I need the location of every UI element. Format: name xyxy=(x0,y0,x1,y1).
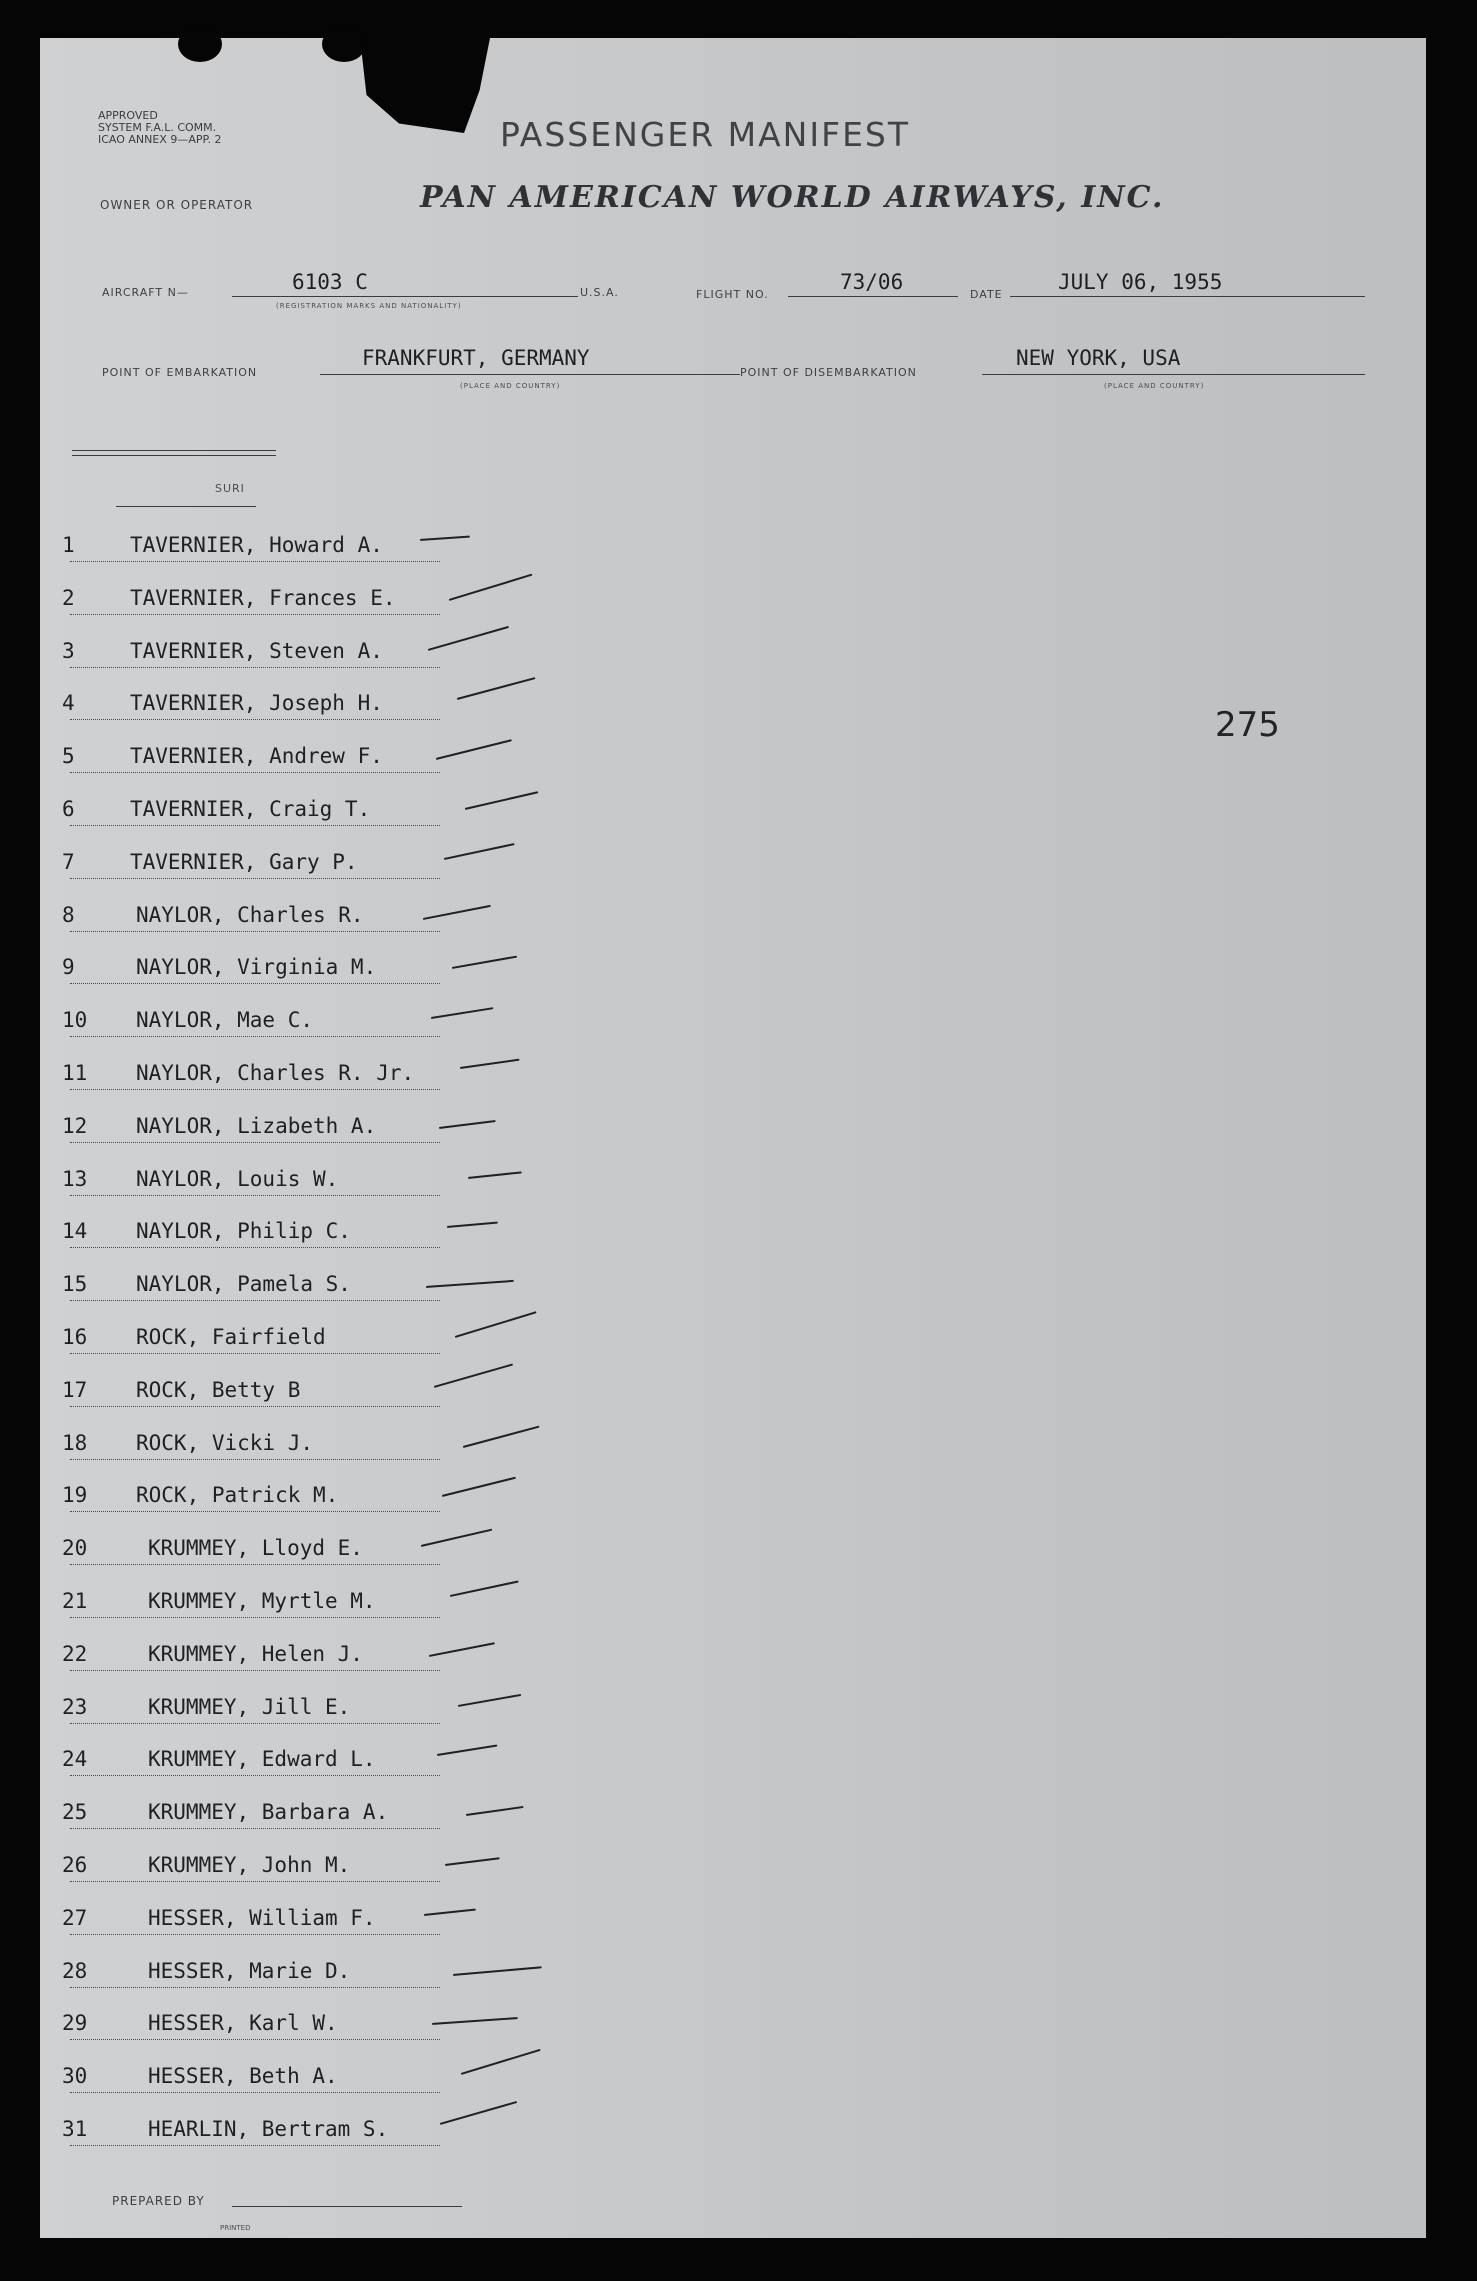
list-item xyxy=(60,1845,480,1887)
list-item xyxy=(60,1423,480,1465)
row-underline xyxy=(70,1564,440,1565)
list-item xyxy=(60,789,480,831)
list-item xyxy=(60,1000,480,1042)
disembarkation-note: (PLACE AND COUNTRY) xyxy=(1104,382,1205,390)
list-item xyxy=(60,2109,480,2151)
list-item xyxy=(60,1898,480,1940)
disembarkation-value: NEW YORK, USA xyxy=(1016,346,1181,370)
list-item xyxy=(60,2003,480,2045)
passenger-name: NAYLOR, Louis W. xyxy=(136,1166,339,1191)
passenger-number: 22 xyxy=(62,1641,88,1666)
row-underline xyxy=(70,772,440,773)
passenger-name: KRUMMEY, Helen J. xyxy=(148,1641,363,1666)
row-underline xyxy=(70,1459,440,1460)
row-underline xyxy=(70,825,440,826)
passenger-name: TAVERNIER, Frances E. xyxy=(130,585,396,610)
row-underline xyxy=(70,931,440,932)
passenger-number: 31 xyxy=(62,2117,88,2141)
passenger-name: ROCK, Betty B xyxy=(136,1377,301,1402)
printed-mark: PRINTED xyxy=(220,2224,251,2232)
approval-line-1: APPROVED xyxy=(98,109,158,122)
row-underline xyxy=(70,1723,440,1724)
check-mark xyxy=(420,536,470,541)
date-label: DATE xyxy=(970,288,1003,301)
list-item xyxy=(60,1370,480,1412)
passenger-number: 13 xyxy=(62,1166,88,1191)
row-underline xyxy=(70,1353,440,1354)
passenger-name: KRUMMEY, Myrtle M. xyxy=(148,1589,376,1613)
passenger-number: 12 xyxy=(62,1113,88,1138)
passenger-number: 14 xyxy=(62,1219,88,1244)
aircraft-value: 6103 C xyxy=(292,270,368,294)
passenger-name: KRUMMEY, Jill E. xyxy=(148,1694,351,1719)
disembarkation-rule xyxy=(982,374,1365,375)
passenger-number: 20 xyxy=(62,1536,88,1561)
row-underline xyxy=(70,1987,440,1988)
header-rule-1 xyxy=(72,450,276,451)
list-item xyxy=(60,1264,480,1306)
passenger-name: HESSER, William F. xyxy=(148,1905,376,1930)
row-underline xyxy=(70,1617,440,1618)
row-underline xyxy=(70,561,440,562)
disembarkation-label: POINT OF DISEMBARKATION xyxy=(740,366,917,379)
passenger-name: NAYLOR, Virginia M. xyxy=(136,955,377,980)
passenger-number: 11 xyxy=(62,1061,88,1085)
passenger-name: TAVERNIER, Joseph H. xyxy=(130,691,383,716)
passenger-name: NAYLOR, Charles R. Jr. xyxy=(136,1061,415,1085)
list-item xyxy=(60,683,480,725)
list-item xyxy=(60,1053,480,1095)
passenger-name: NAYLOR, Charles R. xyxy=(136,902,364,927)
passenger-name: NAYLOR, Pamela S. xyxy=(136,1272,351,1297)
passenger-number: 28 xyxy=(62,1958,88,1983)
passenger-number: 3 xyxy=(62,638,75,663)
row-underline xyxy=(70,1511,440,1512)
passenger-name: HEARLIN, Bertram S. xyxy=(148,2117,389,2141)
passenger-name: TAVERNIER, Gary P. xyxy=(130,849,358,874)
passenger-name: ROCK, Fairfield xyxy=(136,1325,326,1349)
passenger-name: TAVERNIER, Steven A. xyxy=(130,638,383,663)
column-header-rule xyxy=(116,506,256,507)
passenger-number: 4 xyxy=(62,691,75,716)
country-label: U.S.A. xyxy=(580,286,619,299)
row-underline xyxy=(70,1775,440,1776)
list-item xyxy=(60,1581,480,1623)
row-underline xyxy=(70,983,440,984)
passenger-name: NAYLOR, Philip C. xyxy=(136,1219,351,1244)
flight-rule xyxy=(788,296,958,297)
row-underline xyxy=(70,1300,440,1301)
row-underline xyxy=(70,1406,440,1407)
row-underline xyxy=(70,2145,440,2146)
approval-stamp xyxy=(98,110,278,146)
passenger-number: 27 xyxy=(62,1905,88,1930)
list-item xyxy=(60,842,480,884)
date-rule xyxy=(1010,296,1365,297)
list-item xyxy=(60,2056,480,2098)
row-underline xyxy=(70,1195,440,1196)
passenger-number: 5 xyxy=(62,744,75,769)
flight-value: 73/06 xyxy=(840,270,904,294)
list-item xyxy=(60,1475,480,1517)
row-underline xyxy=(70,1247,440,1248)
passenger-number: 1 xyxy=(62,533,75,557)
list-item xyxy=(60,1211,480,1253)
list-item xyxy=(60,1528,480,1570)
passenger-number: 26 xyxy=(62,1853,88,1877)
passenger-number: 15 xyxy=(62,1272,88,1297)
list-item xyxy=(60,1634,480,1676)
passenger-number: 25 xyxy=(62,1800,88,1825)
passenger-name: ROCK, Patrick M. xyxy=(136,1483,339,1508)
owner-value: PAN AMERICAN WORLD AIRWAYS, INC. xyxy=(420,180,1165,215)
passenger-name: HESSER, Karl W. xyxy=(148,2011,338,2036)
aircraft-label: AIRCRAFT N— xyxy=(102,286,189,299)
passenger-number: 17 xyxy=(62,1377,88,1402)
passenger-name: HESSER, Beth A. xyxy=(148,2064,338,2089)
passenger-name: TAVERNIER, Andrew F. xyxy=(130,744,383,769)
registration-note: (REGISTRATION MARKS AND NATIONALITY) xyxy=(276,302,462,310)
aircraft-rule xyxy=(232,296,578,297)
passenger-number: 6 xyxy=(62,797,75,821)
passenger-name: KRUMMEY, Lloyd E. xyxy=(148,1536,363,1561)
list-item xyxy=(60,578,480,620)
page-title: PASSENGER MANIFEST xyxy=(500,115,911,154)
list-item xyxy=(60,525,480,567)
row-underline xyxy=(70,1881,440,1882)
flight-label: FLIGHT NO. xyxy=(696,288,769,301)
embarkation-note: (PLACE AND COUNTRY) xyxy=(460,382,561,390)
check-mark xyxy=(424,1908,476,1915)
list-item xyxy=(60,1687,480,1729)
row-underline xyxy=(70,1828,440,1829)
row-underline xyxy=(70,2039,440,2040)
owner-label: OWNER OR OPERATOR xyxy=(100,198,254,212)
list-item xyxy=(60,1792,480,1834)
punch-hole-right xyxy=(322,26,366,62)
passenger-name: ROCK, Vicki J. xyxy=(136,1430,314,1455)
list-item xyxy=(60,1159,480,1201)
list-item xyxy=(60,1951,480,1993)
passenger-name: KRUMMEY, Edward L. xyxy=(148,1747,376,1772)
passenger-number: 24 xyxy=(62,1747,88,1772)
column-header: SURI xyxy=(215,482,245,495)
row-underline xyxy=(70,1670,440,1671)
row-underline xyxy=(70,1142,440,1143)
row-underline xyxy=(70,1036,440,1037)
passenger-number: 23 xyxy=(62,1694,88,1719)
list-item xyxy=(60,1317,480,1359)
passenger-name: TAVERNIER, Craig T. xyxy=(130,797,371,821)
passenger-number: 30 xyxy=(62,2064,88,2089)
row-underline xyxy=(70,614,440,615)
embarkation-value: FRANKFURT, GERMANY xyxy=(362,346,590,370)
list-item xyxy=(60,1739,480,1781)
row-underline xyxy=(70,2092,440,2093)
passenger-name: KRUMMEY, John M. xyxy=(148,1853,351,1877)
row-underline xyxy=(70,878,440,879)
passenger-number: 19 xyxy=(62,1483,88,1508)
prepared-by-label: PREPARED BY xyxy=(112,2194,205,2208)
passenger-number: 21 xyxy=(62,1589,88,1613)
passenger-number: 10 xyxy=(62,1008,88,1033)
passenger-number: 9 xyxy=(62,955,75,980)
passenger-name: NAYLOR, Lizabeth A. xyxy=(136,1113,377,1138)
embarkation-label: POINT OF EMBARKATION xyxy=(102,366,258,379)
row-underline xyxy=(70,719,440,720)
list-item xyxy=(60,736,480,778)
embarkation-rule xyxy=(320,374,740,375)
passenger-number: 7 xyxy=(62,849,75,874)
row-underline xyxy=(70,1089,440,1090)
page-number: 275 xyxy=(1215,705,1280,745)
passenger-name: TAVERNIER, Howard A. xyxy=(130,533,383,557)
list-item xyxy=(60,631,480,673)
passenger-name: HESSER, Marie D. xyxy=(148,1958,351,1983)
passenger-name: KRUMMEY, Barbara A. xyxy=(148,1800,389,1825)
header-rule-2 xyxy=(72,455,276,456)
date-value: JULY 06, 1955 xyxy=(1058,270,1223,294)
passenger-name: NAYLOR, Mae C. xyxy=(136,1008,314,1033)
approval-line-3: ICAO ANNEX 9—APP. 2 xyxy=(98,133,222,146)
passenger-number: 29 xyxy=(62,2011,88,2036)
row-underline xyxy=(70,1934,440,1935)
passenger-number: 16 xyxy=(62,1325,88,1349)
list-item xyxy=(60,947,480,989)
prepared-by-rule xyxy=(232,2206,462,2207)
list-item xyxy=(60,1106,480,1148)
list-item xyxy=(60,895,480,937)
passenger-number: 18 xyxy=(62,1430,88,1455)
passenger-number: 8 xyxy=(62,902,75,927)
approval-line-2: SYSTEM F.A.L. COMM. xyxy=(98,121,217,134)
punch-hole-left xyxy=(178,26,222,62)
passenger-number: 2 xyxy=(62,585,75,610)
row-underline xyxy=(70,667,440,668)
